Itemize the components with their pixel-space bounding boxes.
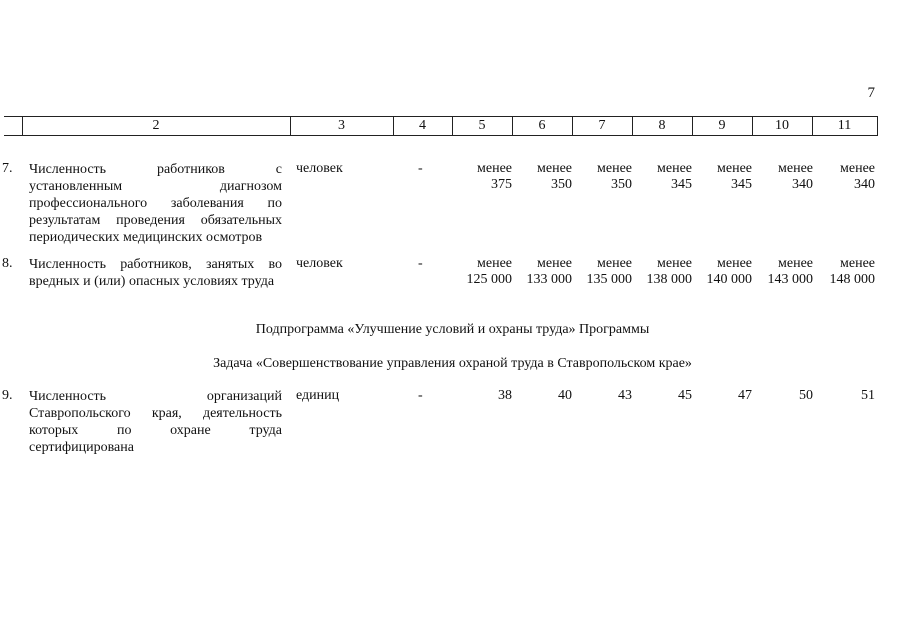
table-header bbox=[4, 116, 878, 136]
value-prefix: менее bbox=[597, 256, 632, 271]
value-cell: 350 bbox=[611, 177, 632, 192]
base-value-cell: - bbox=[418, 161, 423, 176]
value-prefix: менее bbox=[657, 256, 692, 271]
value-prefix: менее bbox=[717, 256, 752, 271]
unit-cell: человек bbox=[296, 256, 343, 271]
value-cell: 40 bbox=[558, 388, 572, 403]
value-prefix: менее bbox=[537, 161, 572, 176]
header-col-9: 9 bbox=[718, 118, 726, 133]
header-col-11: 11 bbox=[837, 118, 852, 133]
value-cell: 345 bbox=[671, 177, 692, 192]
header-col-5: 5 bbox=[478, 118, 486, 133]
value-prefix: менее bbox=[778, 256, 813, 271]
header-col-8: 8 bbox=[658, 118, 666, 133]
value-prefix: менее bbox=[840, 161, 875, 176]
value-cell: 45 bbox=[678, 388, 692, 403]
task-heading: Задача «Совершенствование управления охраной труда в Ставропольском крае» bbox=[213, 356, 692, 371]
value-cell: 43 bbox=[618, 388, 632, 403]
row-number: 7. bbox=[2, 161, 13, 176]
value-cell: 50 bbox=[799, 388, 813, 403]
indicator-label: Численность организаций Ставропольского края, деятельность которых по охране труда сертифицирована bbox=[29, 389, 282, 455]
value-prefix: менее bbox=[840, 256, 875, 271]
subprogram-heading: Подпрограмма «Улучшение условий и охраны труда» Программы bbox=[255, 322, 650, 337]
value-cell: 47 bbox=[738, 388, 752, 403]
value-cell: 138 000 bbox=[646, 272, 692, 287]
base-value-cell: - bbox=[418, 256, 423, 271]
row-number: 8. bbox=[2, 256, 13, 271]
value-cell: 143 000 bbox=[767, 272, 813, 287]
value-prefix: менее bbox=[477, 256, 512, 271]
row-number: 9. bbox=[2, 388, 13, 403]
base-value-cell: - bbox=[418, 388, 423, 403]
header-col-3: 3 bbox=[338, 118, 345, 133]
unit-cell: человек bbox=[296, 161, 343, 176]
header-col-2: 2 bbox=[152, 118, 160, 133]
value-prefix: менее bbox=[477, 161, 512, 176]
value-prefix: менее bbox=[778, 161, 813, 176]
value-prefix: менее bbox=[597, 161, 632, 176]
value-prefix: менее bbox=[537, 256, 572, 271]
header-col-6: 6 bbox=[538, 118, 546, 133]
value-cell: 133 000 bbox=[526, 272, 572, 287]
value-cell: 340 bbox=[792, 177, 813, 192]
value-cell: 38 bbox=[498, 388, 512, 403]
page-number: 7 bbox=[867, 85, 875, 101]
header-col-4: 4 bbox=[419, 118, 426, 133]
value-cell: 125 000 bbox=[466, 272, 512, 287]
indicator-label: Численность работников с установленным диагнозом профессионального заболевания по результатам проведения обязательных периодических медицинских осмотров bbox=[29, 162, 282, 245]
header-col-10: 10 bbox=[775, 118, 789, 133]
value-cell: 135 000 bbox=[586, 272, 632, 287]
header-col-7: 7 bbox=[598, 118, 606, 133]
value-cell: 340 bbox=[854, 177, 875, 192]
value-cell: 375 bbox=[491, 177, 512, 192]
value-cell: 350 bbox=[551, 177, 572, 192]
unit-cell: единиц bbox=[296, 388, 340, 403]
value-cell: 345 bbox=[731, 177, 752, 192]
value-prefix: менее bbox=[657, 161, 692, 176]
value-cell: 140 000 bbox=[706, 272, 752, 287]
value-prefix: менее bbox=[717, 161, 752, 176]
indicator-label: Численность работников, занятых во вредных и (или) опасных условиях труда bbox=[29, 257, 282, 289]
value-cell: 148 000 bbox=[829, 272, 875, 287]
value-cell: 51 bbox=[861, 388, 875, 403]
